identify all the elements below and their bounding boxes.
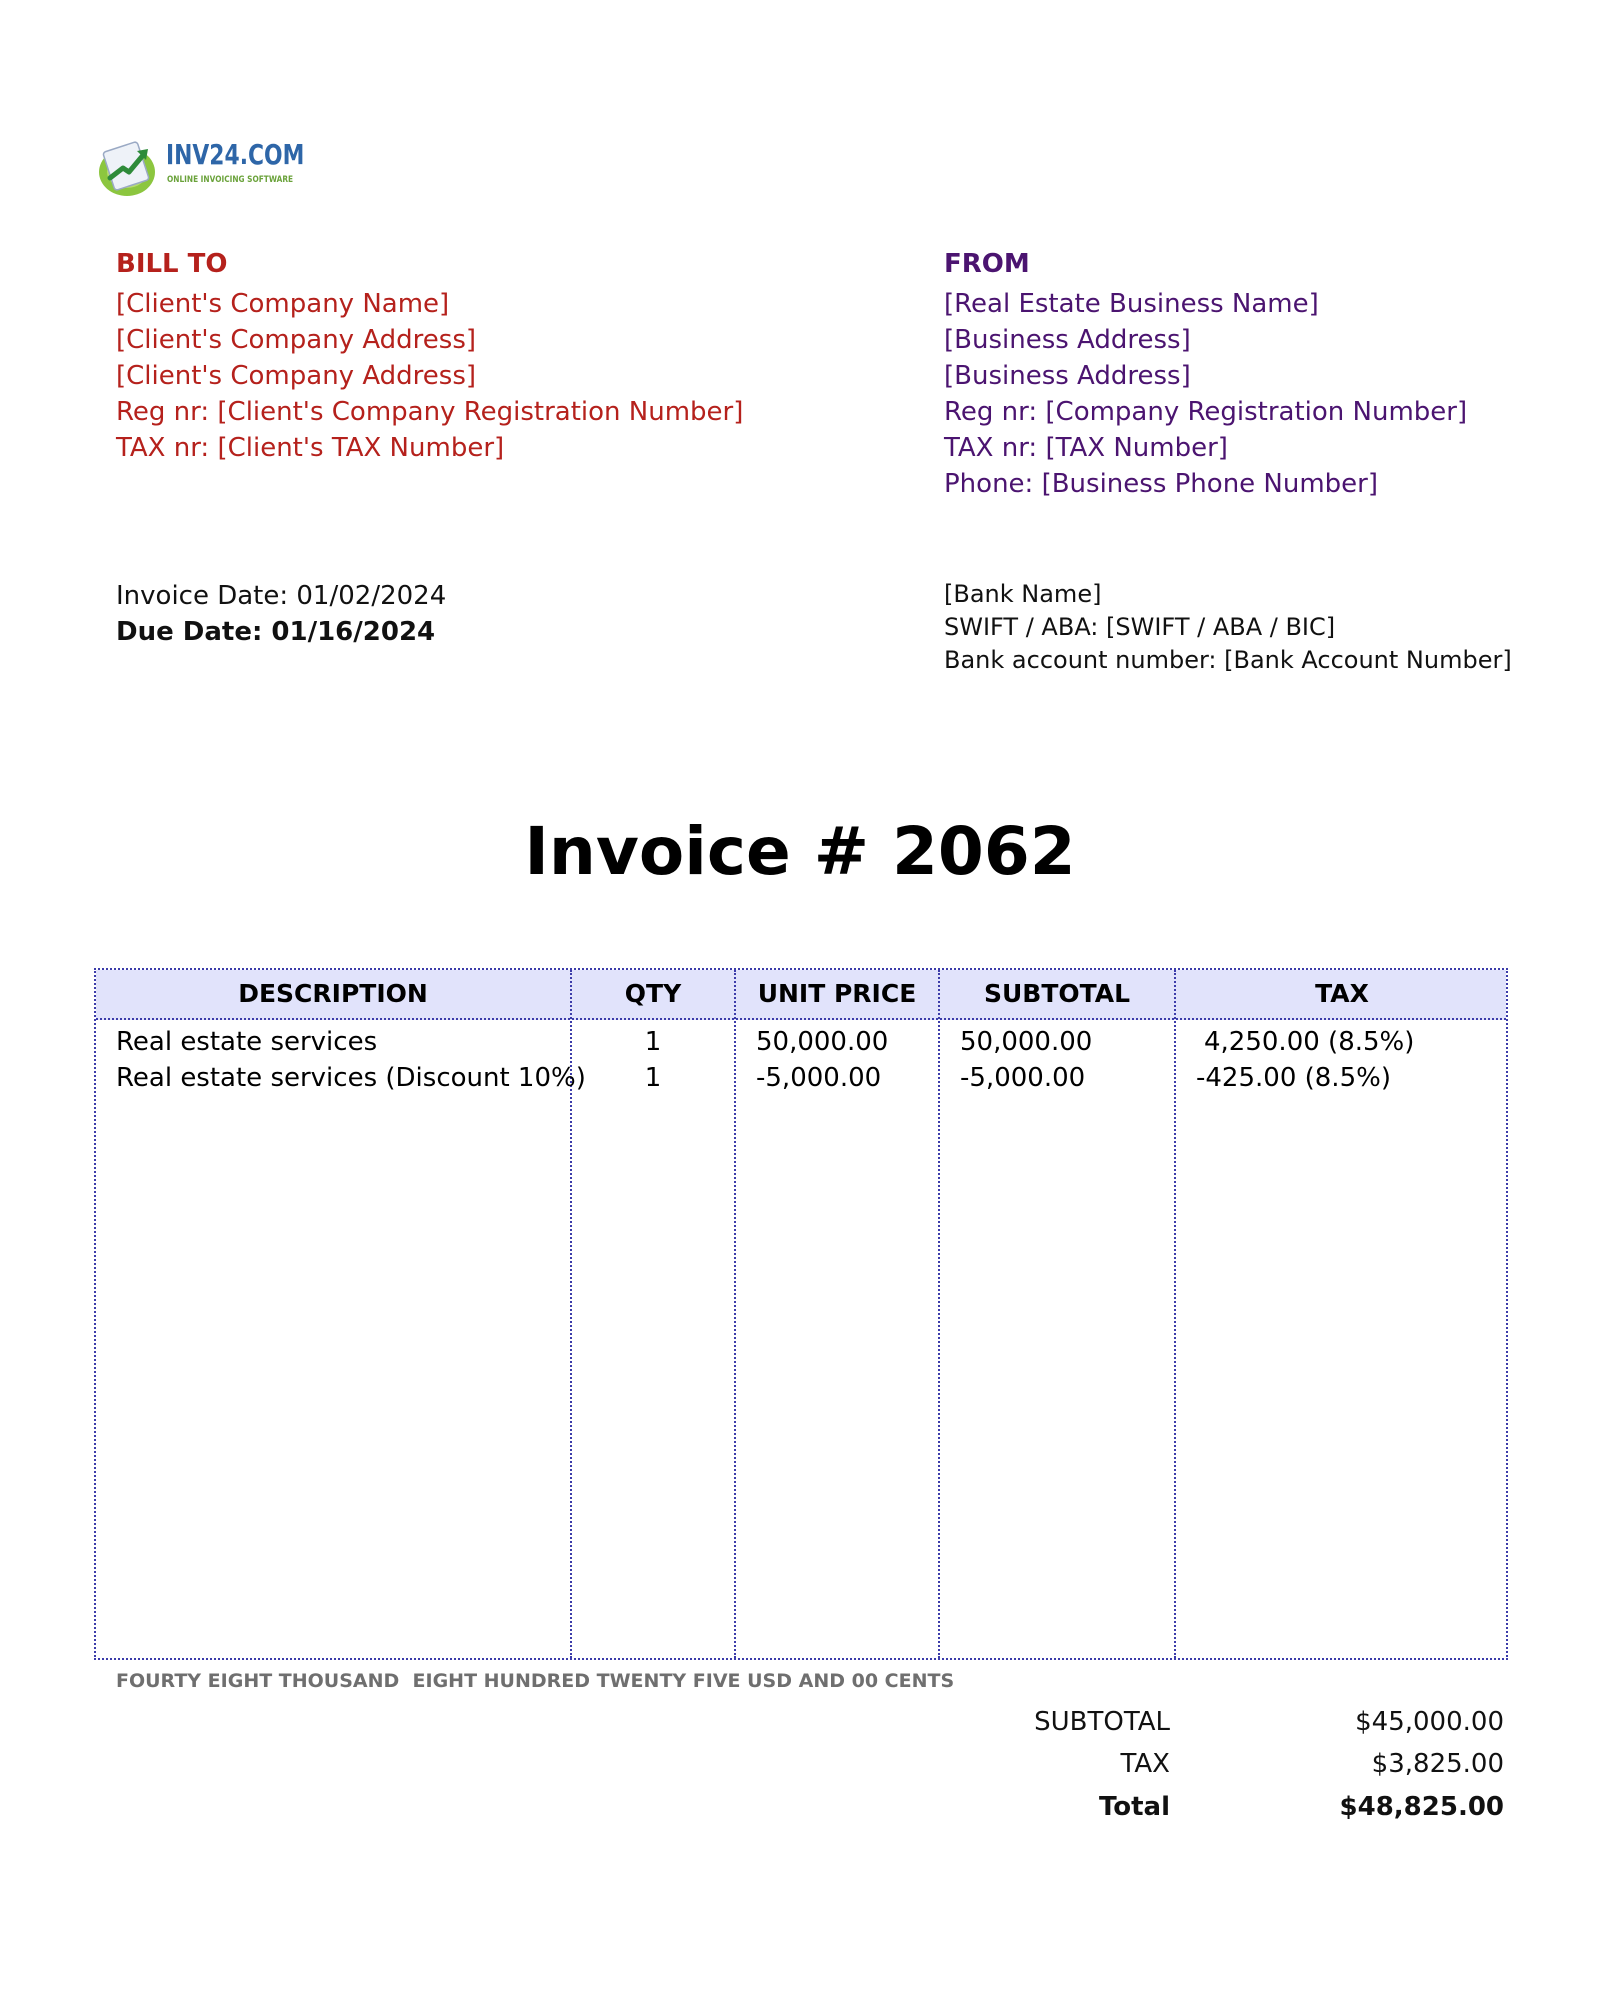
logo-tagline: ONLINE INVOICING SOFTWARE — [167, 175, 294, 185]
amount-in-words: FOURTY EIGHT THOUSAND EIGHT HUNDRED TWENTY FIVE USD AND 00 CENTS — [116, 1670, 955, 1692]
subtotal-value: $45,000.00 — [1355, 1707, 1504, 1737]
row-1-tax: 4,250.00 (8.5%) — [1204, 1027, 1415, 1057]
from-line: [Business Address] — [944, 361, 1191, 391]
from-block — [944, 246, 1467, 502]
subtotal-label: SUBTOTAL — [1034, 1707, 1170, 1737]
header-unit-price: UNIT PRICE — [757, 979, 917, 1008]
bill-to-line: [Client's Company Address] — [116, 361, 477, 391]
invoice-title: Invoice # 2062 — [524, 813, 1076, 890]
column-divider — [938, 970, 940, 1658]
from-line: Reg nr: [Company Registration Number] — [944, 397, 1468, 427]
row-1-unit-price: 50,000.00 — [756, 1027, 889, 1057]
row-2-unit-price: -5,000.00 — [756, 1063, 882, 1093]
column-divider — [1174, 970, 1176, 1658]
header-subtotal: SUBTOTAL — [983, 979, 1131, 1008]
bill-to-line: TAX nr: [Client's TAX Number] — [116, 433, 505, 463]
bill-to-line: [Client's Company Name] — [116, 289, 450, 319]
row-1-description: Real estate services — [116, 1027, 378, 1057]
invoice-dates — [116, 578, 446, 650]
bank-swift: SWIFT / ABA: [SWIFT / ABA / BIC] — [944, 613, 1336, 641]
bill-to-line: Reg nr: [Client's Company Registration Number] — [116, 397, 744, 427]
from-line: TAX nr: [TAX Number] — [944, 433, 1228, 463]
row-2-tax: -425.00 (8.5%) — [1196, 1063, 1391, 1093]
from-line: Phone: [Business Phone Number] — [944, 469, 1379, 499]
header-qty: QTY — [624, 979, 682, 1008]
row-2-subtotal: -5,000.00 — [960, 1063, 1086, 1093]
bank-details — [944, 578, 1512, 677]
row-2-qty: 1 — [644, 1063, 662, 1093]
bill-to-block — [116, 246, 743, 466]
row-2-description: Real estate services (Discount 10%) — [116, 1063, 586, 1093]
bank-account: Bank account number: [Bank Account Number] — [944, 646, 1512, 674]
from-line: [Real Estate Business Name] — [944, 289, 1319, 319]
tax-value: $3,825.00 — [1371, 1749, 1504, 1779]
total-label: Total — [1098, 1792, 1170, 1822]
from-heading: FROM — [944, 249, 1030, 279]
due-date: Due Date: 01/16/2024 — [116, 617, 436, 647]
column-divider — [734, 970, 736, 1658]
invoice-date: Invoice Date: 01/02/2024 — [116, 581, 447, 611]
row-1-subtotal: 50,000.00 — [960, 1027, 1093, 1057]
logo-name: INV24.COM — [166, 138, 305, 171]
tax-label: TAX — [1120, 1749, 1170, 1779]
bill-to-line: [Client's Company Address] — [116, 325, 477, 355]
header-tax: TAX — [1315, 979, 1369, 1008]
total-value: $48,825.00 — [1339, 1792, 1504, 1822]
bill-to-heading: BILL TO — [116, 249, 228, 279]
items-table — [94, 968, 1508, 1660]
header-description: DESCRIPTION — [238, 979, 428, 1008]
row-1-qty: 1 — [644, 1027, 662, 1057]
from-line: [Business Address] — [944, 325, 1191, 355]
bank-name: [Bank Name] — [944, 580, 1102, 608]
logo-mark-icon — [96, 136, 162, 198]
company-logo — [96, 136, 336, 198]
